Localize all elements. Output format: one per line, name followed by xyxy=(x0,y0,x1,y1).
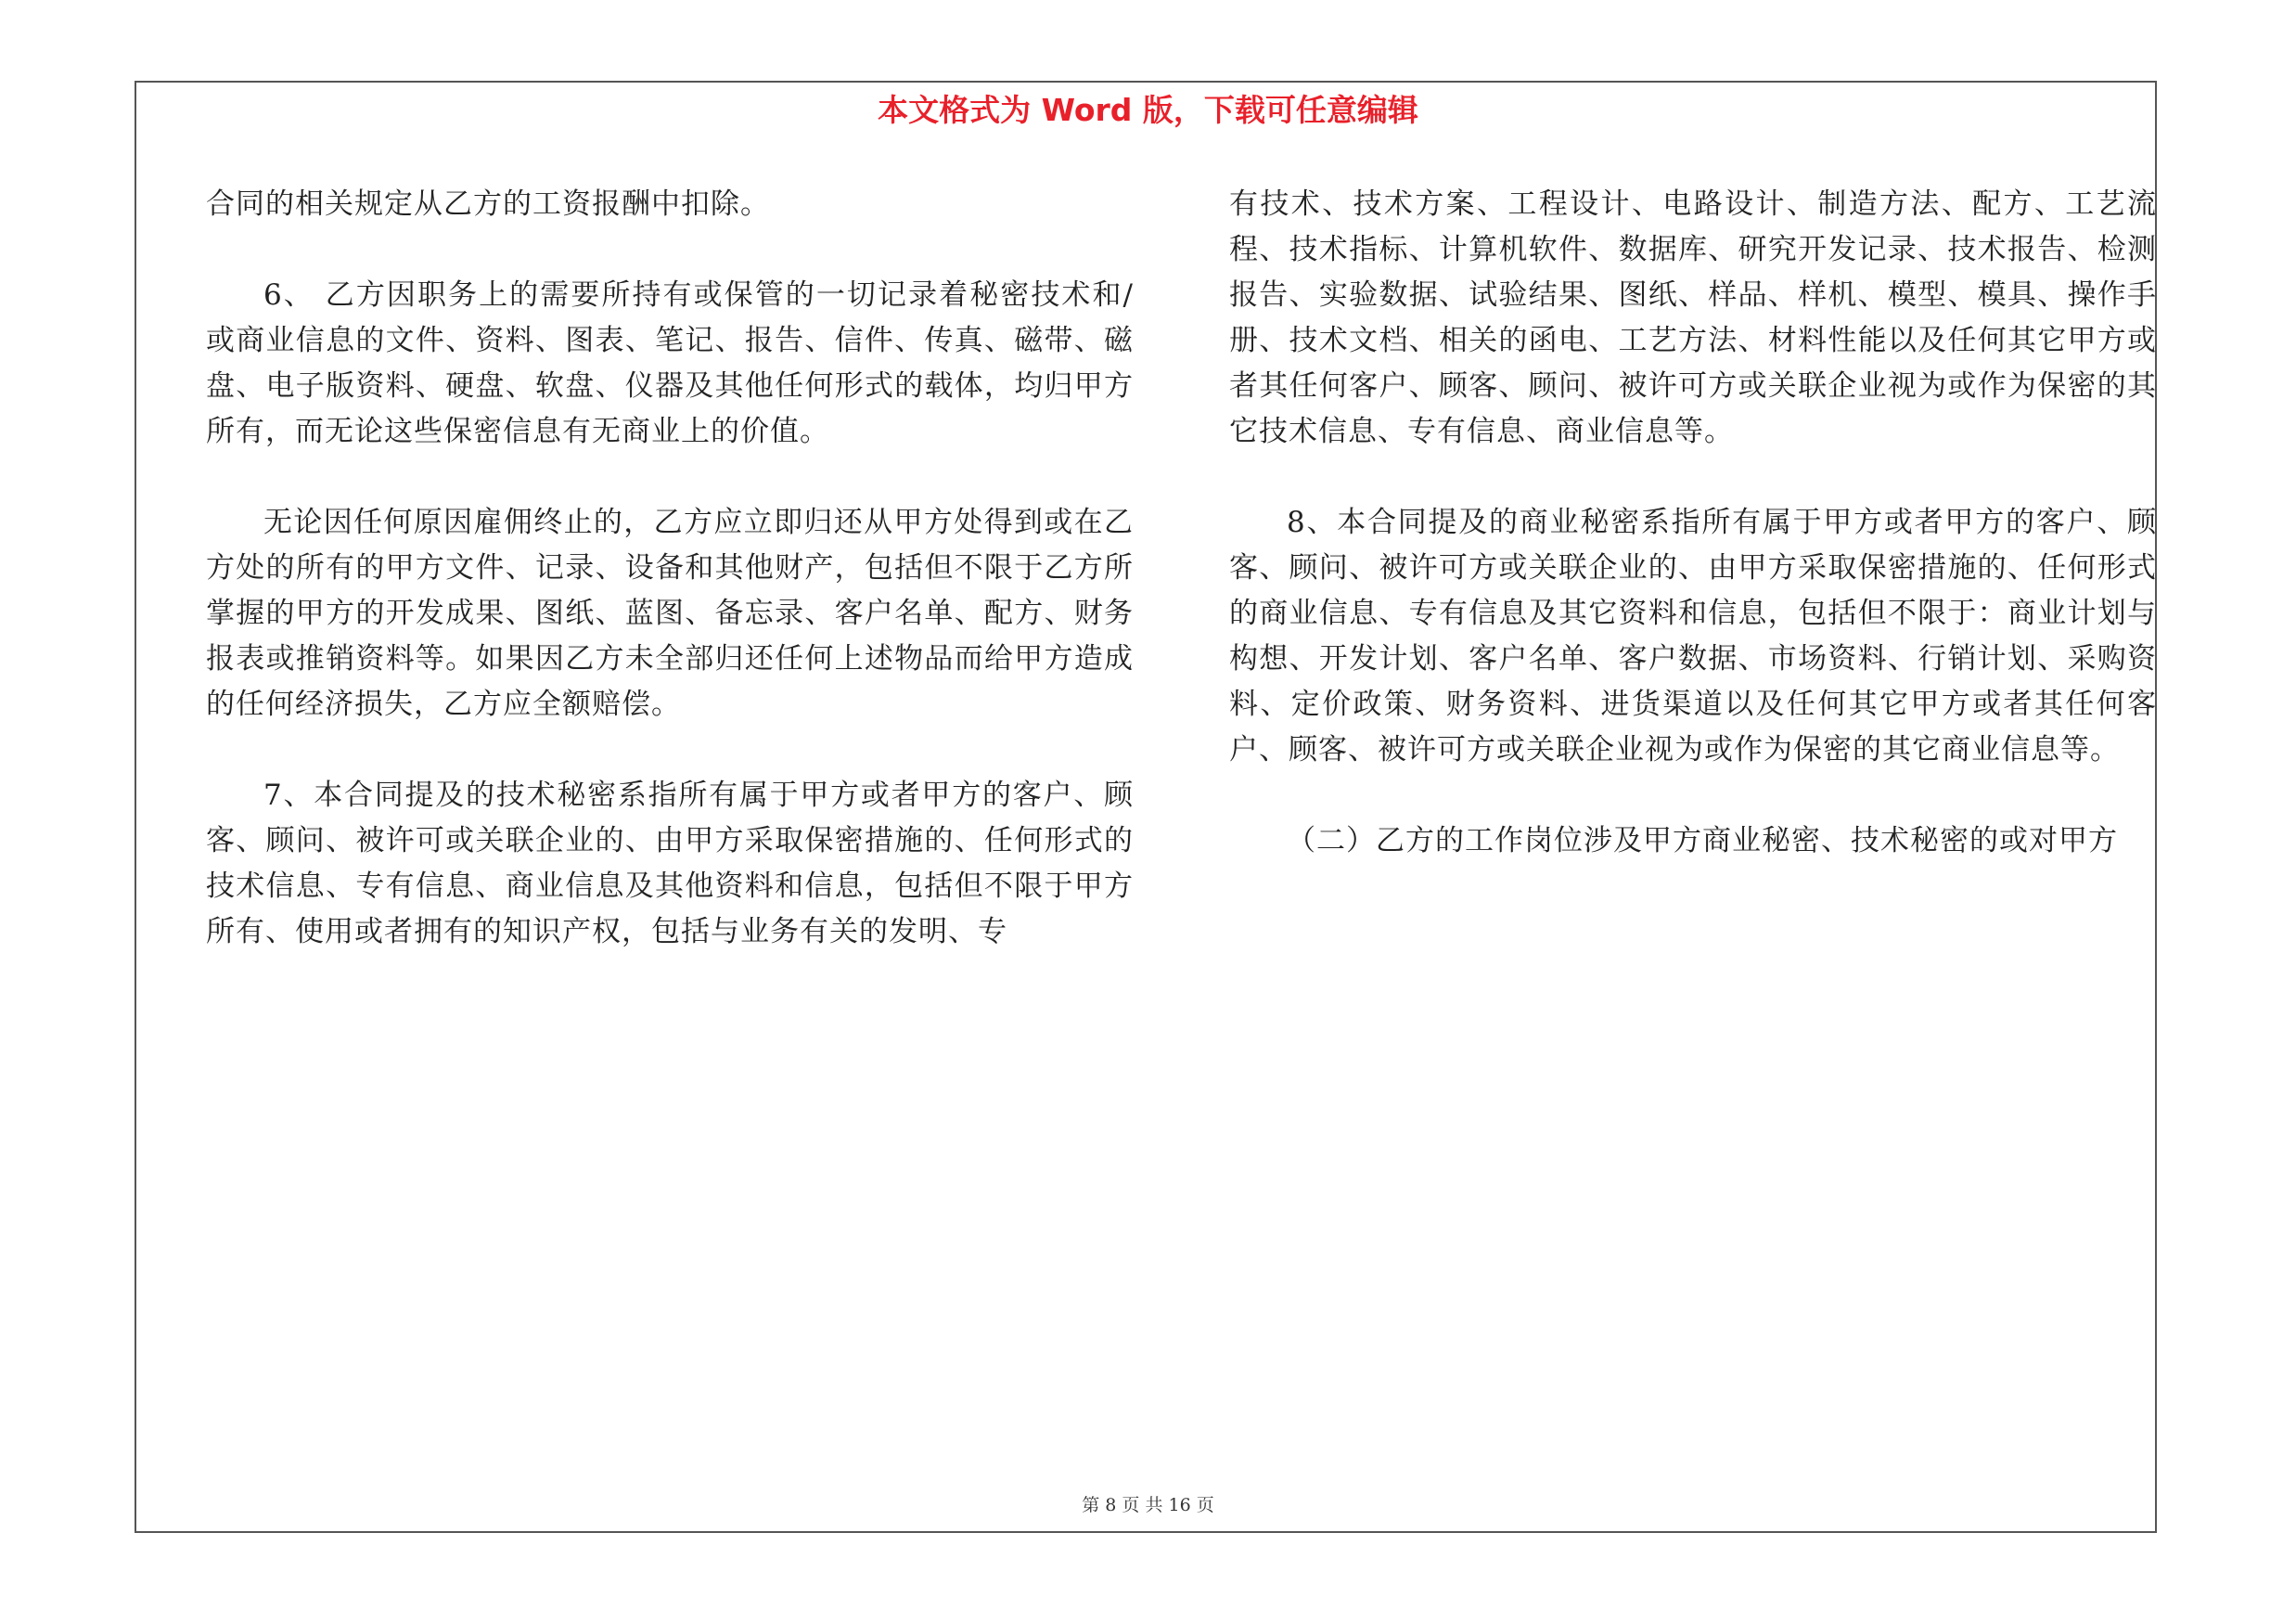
word-format-banner: 本文格式为 Word 版，下载可任意编辑 xyxy=(878,92,1418,128)
paragraph-return-obligation: 无论因任何原因雇佣终止的，乙方应立即归还从甲方处得到或在乙方处的所有的甲方文件、记录、设备和其他财产，包括但不限于乙方所掌握的甲方的开发成果、图纸、蓝图、备忘录、客户名单、配方、财务报表或推销资料等。如果因乙方未全部归还任何上述物品而给甲方造成的任何经济损失，乙方应全额赔偿。 xyxy=(206,506,1134,721)
page-number-footer: 第 8 页 共 16 页 xyxy=(1082,1495,1214,1515)
paragraph-clause-6: 6、 乙方因职务上的需要所持有或保管的一切记录着秘密技术和/或商业信息的文件、资料、图表、笔记、报告、信件、传真、磁带、磁盘、电子版资料、硬盘、软盘、仪器及其他任何形式的载体，均归甲方所有，而无论这些保密信息有无商业上的价值。 xyxy=(206,278,1134,448)
left-column xyxy=(206,182,1134,955)
paragraph-clause-7-continued: 有技术、技术方案、工程设计、电路设计、制造方法、配方、工艺流程、技术指标、计算机软件、数据库、研究开发记录、技术报告、检测报告、实验数据、试验结果、图纸、样品、样机、模型、模具、操作手册、技术文档、相关的函电、工艺方法、材料性能以及任何其它甲方或者其任何客户、顾客、顾问、被许可方或关联企业视为或作为保密的其它技术信息、专有信息、商业信息等。 xyxy=(1229,187,2157,448)
paragraph-clause-8: 8、本合同提及的商业秘密系指所有属于甲方或者甲方的客户、顾客、顾问、被许可方或关联企业的、由甲方采取保密措施的、任何形式的商业信息、专有信息及其它资料和信息，包括但不限于：商业计划与构想、开发计划、客户名单、客户数据、市场资料、行销计划、采购资料、定价政策、财务资料、进货渠道以及任何其它甲方或者其任何客户、顾客、被许可方或关联企业视为或作为保密的其它商业信息等。 xyxy=(1229,506,2157,766)
paragraph-section-2: （二）乙方的工作岗位涉及甲方商业秘密、技术秘密的或对甲方 xyxy=(1287,824,2118,857)
paragraph-continuation: 合同的相关规定从乙方的工资报酬中扣除。 xyxy=(206,187,770,221)
paragraph-clause-7: 7、本合同提及的技术秘密系指所有属于甲方或者甲方的客户、顾客、顾问、被许可或关联企业的、由甲方采取保密措施的、任何形式的技术信息、专有信息、商业信息及其他资料和信息，包括但不限于甲方所有、使用或者拥有的知识产权，包括与业务有关的发明、专 xyxy=(206,779,1134,948)
right-column xyxy=(1229,182,2157,864)
